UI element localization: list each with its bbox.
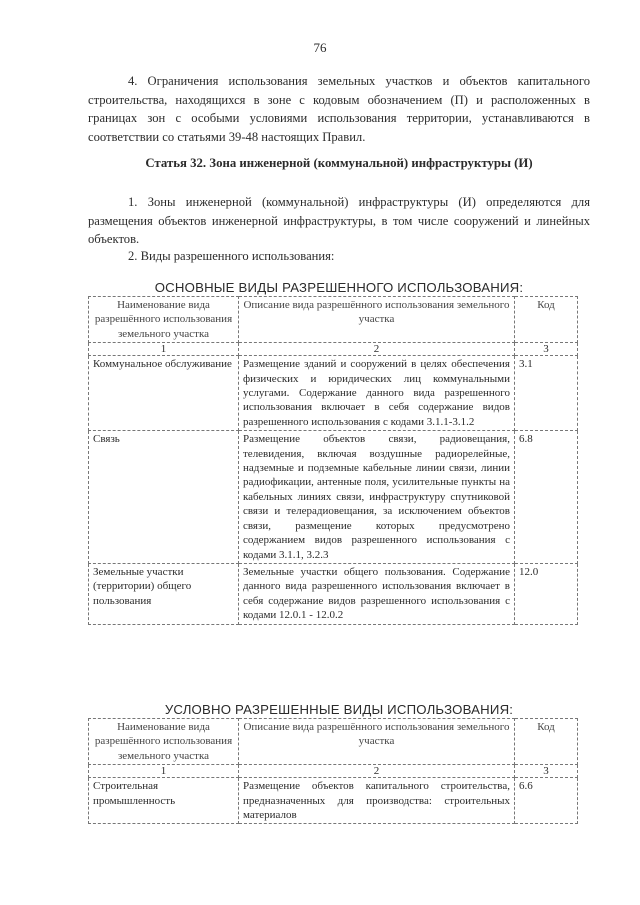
use-code: 6.6 (515, 778, 578, 824)
main-uses-table (88, 296, 578, 625)
use-description: Размещение зданий и сооружений в целях обеспечения физических и юридических лиц коммунальными услугами. Содержание данного вида разрешенного использования включает в себя содержание видов разрешенного использования с кодами 3.1.1-3.1.2 (239, 356, 515, 431)
page-number: 76 (313, 40, 327, 55)
column-number: 1 (89, 765, 239, 778)
use-code: 12.0 (515, 563, 578, 624)
use-name: Связь (89, 431, 239, 564)
header-name: Наименование вида разрешённого использования земельного участка (89, 297, 239, 343)
use-description: Размещение объектов связи, радиовещания, телевидения, включая воздушные радиорелейные, надземные и подземные кабельные линии связи, линии радиофикации, антенные поля, усилительные пункты на кабельных линиях связи, инфраструктуру спутниковой связи и телерадиовещания, за исключением объектов связи, размещение которых предусмотрено содержанием видов разрешенного использования с кодами 3.1.1, 3.2.3 (239, 431, 515, 564)
table-header-row (89, 297, 578, 343)
paragraph-4: 4. Ограничения использования земельных участков и объектов капитального строительства, находящихся в зоне с кодовым обозначением (П) и расположенных в границах зон с особыми условиями использования территории, устанавливаются в соответствии со статьями 39-48 настоящих Правил. (88, 74, 590, 144)
paragraph-1: 1. Зоны инженерной (коммунальной) инфраструктуры (И) определяются для размещения объектов инженерной инфраструктуры, в том числе сооружений и линейных объектов. (88, 195, 590, 246)
section-title-main: ОСНОВНЫЕ ВИДЫ РАЗРЕШЕННОГО ИСПОЛЬЗОВАНИЯ: (154, 280, 524, 295)
column-number-row (89, 343, 578, 356)
table-row (89, 778, 578, 824)
header-name: Наименование вида разрешённого использования земельного участка (89, 719, 239, 765)
section-title-conditional: УСЛОВНО РАЗРЕШЕННЫЕ ВИДЫ ИСПОЛЬЗОВАНИЯ: (164, 702, 514, 717)
header-code: Код (515, 719, 578, 765)
use-name: Коммунальное обслуживание (89, 356, 239, 431)
header-code: Код (515, 297, 578, 343)
column-number: 3 (515, 765, 578, 778)
conditional-uses-table (88, 718, 578, 824)
use-code: 6.8 (515, 431, 578, 564)
column-number: 2 (239, 765, 515, 778)
article-title: Статья 32. Зона инженерной (коммунальной) инфраструктуры (И) (145, 156, 533, 170)
paragraph-2: 2. Виды разрешенного использования: (128, 249, 335, 263)
table-row (89, 356, 578, 431)
use-description: Земельные участки общего пользования. Содержание данного вида разрешенного использования включает в себя содержание видов разрешенного использования с кодами 12.0.1 - 12.0.2 (239, 563, 515, 624)
header-desc: Описание вида разрешённого использования земельного участка (239, 297, 515, 343)
header-desc: Описание вида разрешённого использования земельного участка (239, 719, 515, 765)
use-code: 3.1 (515, 356, 578, 431)
column-number-row (89, 765, 578, 778)
table-row (89, 431, 578, 564)
table-row (89, 563, 578, 624)
table-header-row (89, 719, 578, 765)
use-name: Земельные участки (территории) общего пользования (89, 563, 239, 624)
column-number: 1 (89, 343, 239, 356)
use-name: Строительная промышленность (89, 778, 239, 824)
column-number: 2 (239, 343, 515, 356)
column-number: 3 (515, 343, 578, 356)
use-description: Размещение объектов капитального строительства, предназначенных для производства: строительных материалов (239, 778, 515, 824)
